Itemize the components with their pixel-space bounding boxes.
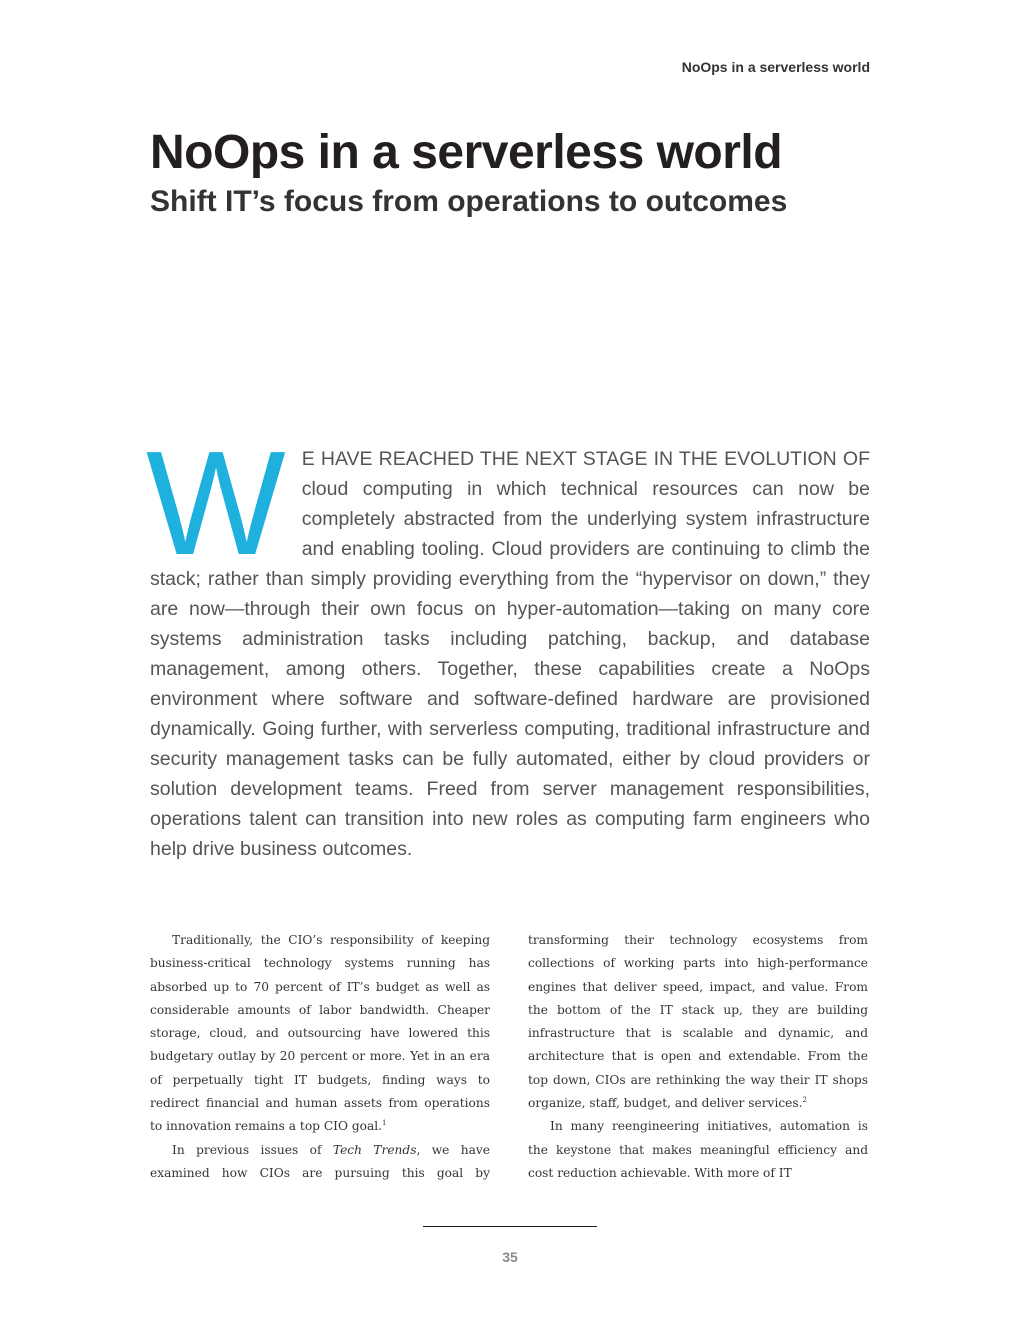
page-number: 35 xyxy=(502,1249,518,1265)
footer-rule xyxy=(423,1226,597,1227)
footnote-ref-1: 1 xyxy=(382,1119,387,1128)
body-columns xyxy=(150,929,868,1187)
footnote-ref-2: 2 xyxy=(802,1096,807,1105)
intro-paragraph xyxy=(146,421,870,864)
body-paragraph-1-text: Traditionally, the CIO’s responsibility of keeping business-critical technology systems running has absorbed up to 70 percent of IT’s budget as well as considerable amounts of labor bandwidth. Cheaper storage, cloud, and outsourcing have lowered this budgetary outlay by 20 percent or more. Yet in an era of perpetually tight IT budgets, finding ways to redirect financial and human assets from operations to innovation remains a top CIO goal. xyxy=(150,933,490,1134)
body-paragraph-2-lead: In previous issues of xyxy=(172,1142,333,1157)
body-paragraph-2-text: , we have examined how CIOs are pursuing this goal by transforming their technology ecosystems from collections of working parts into high-performance engines that deliver speed, impact, and value. From the bottom of the IT stack up, they are building infrastructure that is scalable and dynamic, and architecture that is open and extendable. From the top down, CIOs are rethinking the way their IT shops organize, staff, budget, and deliver services. xyxy=(150,933,868,1180)
intro-text: cloud computing in which technical resources can now be completely abstracted from the underlying system infrastructure and enabling tooling. Cloud providers are continuing to climb the stack; rather than simply providing everything from the “hypervisor on down,” they are now—through their own focus on hyper-automation—taking on many core systems administration tasks including patching, backup, and database management, among others. Together, these capabilities create a NoOps environment where software and software-defined hardware are provisioned dynamically. Going further, with serverless computing, traditional infrastructure and security management tasks can be fully automated, either by cloud providers or solution development teams. Freed from server management responsibilities, operations talent can transition into new roles as computing farm engineers who help drive business outcomes. xyxy=(150,478,870,860)
article-title: NoOps in a serverless world xyxy=(150,126,783,179)
running-header: NoOps in a serverless world xyxy=(681,59,870,75)
body-paragraph-1 xyxy=(150,929,490,1139)
drop-cap: W xyxy=(146,421,286,586)
article-subtitle: Shift IT’s focus from operations to outcomes xyxy=(150,185,788,218)
publication-title: Tech Trends xyxy=(332,1142,417,1157)
intro-lead-caps: E HAVE REACHED THE NEXT STAGE IN THE EVOLUTION OF xyxy=(301,448,870,470)
body-paragraph-3: In many reengineering initiatives, automation is the keystone that makes meaningful efficiency and cost reduction achievable. With more of IT xyxy=(528,1119,868,1180)
